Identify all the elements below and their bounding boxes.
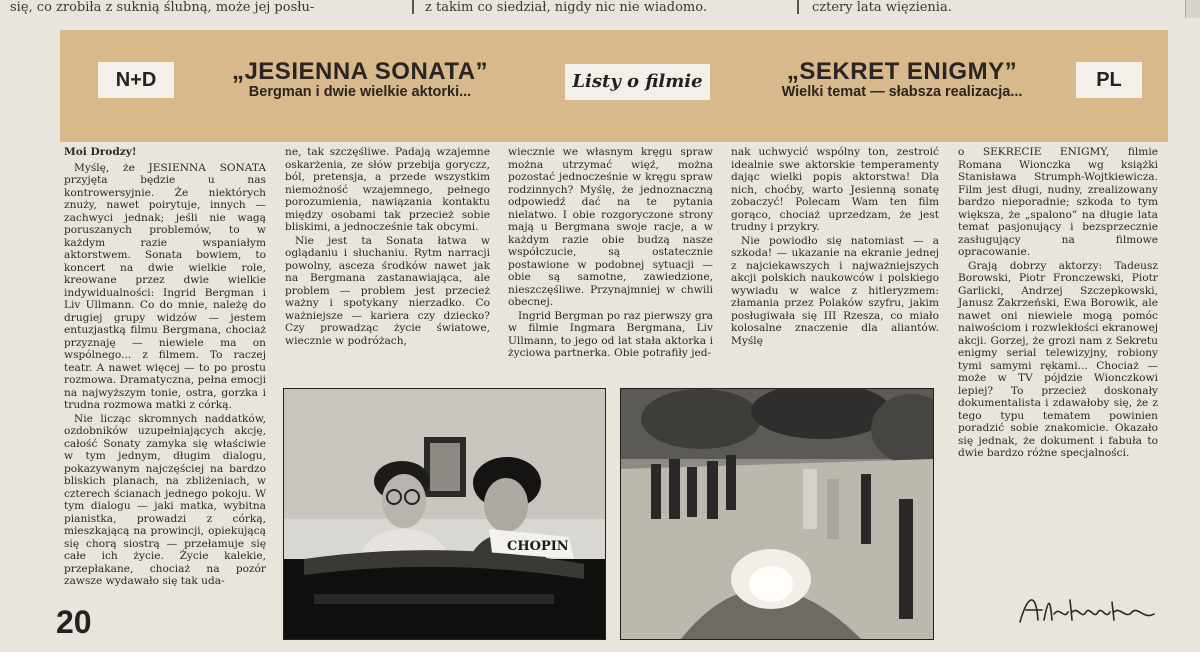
paragraph: Grają dobrzy aktorzy: Tadeusz Borowski, Piotr Fronczewski, Piotr Garlicki, Andrzej Szczepkowski, Janusz Zakrzeński, Ewa Borowik, ale nawet oni niewiele mogą pomóc naiwościom i rozwlekłości ekranowej akcji. Gorzej, że grozi nam z Sekretu enigmy serial telewizyjny, robiony tymi samymi rękami... Chociaż — może w TV pójdzie Wionczkowi lepiej? To przecież doskonały dokumentalista i zdawałoby się, że z tego typu tematem powinien poradzić sobie znakomicie. Okazało się jednak, że dokument i fabuła to dwie bardzo różne specjalności. bbox=[958, 259, 1158, 459]
paragraph: wiecznie we własnym kręgu spraw można utrzymać więź, można pozostać jednocześnie w kręgu spraw rodzinnych? Myślę, że jednoznaczną odpowiedź dać na te pytania nielatwo. I obie rozgoryczone strony mają u Bergmana swoje racje, a w każdym razie obie budzą nasze współczucie, są ostatecznie postawione w podobnej sytuacji — obie są samotne, zawiedzione, nieszczęśliwe. Przynajmniej w chwili obecnej. bbox=[508, 146, 713, 308]
greeting: Moi Drodzy! bbox=[64, 146, 137, 158]
article-column-4 bbox=[731, 146, 939, 348]
article-column-3 bbox=[508, 146, 713, 361]
top-text-left: się, co zrobiła z suknią ślubną, może jej posłu- bbox=[10, 0, 315, 15]
paragraph: o SEKRECIE ENIGMY, filmie Romana Wionczka wg książki Stanisława Strumph-Wojtkiewicza. Film jest długi, nudny, zrealizowany bardzo nieporadnie; szkoda to tym większa, że „spalono” na długie lata temat pasjonujący i bezsprzecznie zasługujący na filmowe opracowanie. bbox=[958, 146, 1158, 258]
author-signature bbox=[1014, 590, 1164, 634]
left-film-subtitle: Bergman i dwie wielkie aktorki... bbox=[248, 84, 472, 100]
top-separator-2 bbox=[797, 0, 799, 14]
article-column-1 bbox=[64, 146, 266, 589]
article-column-2 bbox=[285, 146, 490, 348]
article-column-5 bbox=[958, 146, 1158, 461]
top-separator-1 bbox=[412, 0, 414, 14]
sheet-music-label: CHOPIN bbox=[507, 539, 569, 554]
page-number: 20 bbox=[56, 604, 92, 640]
badge-nd: N+D bbox=[98, 62, 174, 98]
paragraph: nak uchwycić wspólny ton, zestroić idealnie swe aktorskie temperamenty dając wielki popis aktorstwa! Dla nich, choćby, warto Jesienną sonatę zobaczyć! Polecam Wam ten film gorąco, chociaż uprzedzam, że jest trudny i przykry. bbox=[731, 146, 939, 233]
section-label: Listy o filmie bbox=[565, 64, 710, 100]
right-film-subtitle: Wielki temat — słabsza realizacja... bbox=[781, 84, 1023, 100]
film-still-sekret-enigmy bbox=[620, 388, 934, 640]
top-text-mid: z takim co siedział, nigdy nic nie wiadomo. bbox=[425, 0, 707, 15]
badge-pl: PL bbox=[1076, 62, 1142, 98]
paragraph: Nie jest ta Sonata łatwa w oglądaniu i słuchaniu. Rytm narracji powolny, asceza środków nawet jak na Bergmana zastanawiająca, ale problem — problem jest przecież ważny i spotykany nierzadko. Co ważniejsze — kariera czy dziecko? Czy prowadząc życie światowe, wiecznie w podróżach, bbox=[285, 234, 490, 347]
paragraph: Myślę, że JESIENNA SONATA przyjęta będzie u nas kontrowersyjnie. Że niektórych znuży, nawet poirytuje, innych — zachwyci jednak; jeśli nie wagą poruszanych problemów, to w każdym razie wspaniałym aktorstwem. Sonata bowiem, to koncert na dwie wielkie role, kreowane przez dwie wielkie indywidualności: Ingrid Bergman i Liv Ullmann. Co do mnie, należę do drugiej grupy widzów — jestem entuzjastką filmu Bergmana, chociaż przyznaję — niewiele ma on wspólnego... z filmem. To raczej teatr. A nawet więcej — to po prostu rozmowa. Dramatyczna, pełna emocji na najwyższym tonie, ostra, gorzka i trudna rozmowa matki z córką. bbox=[64, 161, 266, 411]
top-text-right: cztery lata więzienia. bbox=[812, 0, 952, 15]
paragraph: Nie powiodło się natomiast — a szkoda! — ukazanie na ekranie jednej z najciekawszych i najważniejszych akcji polskich naukowców i polskiego wywiadu w walce z hitleryzmem: złamania przez Polaków szyfru, jakim posługiwała się III Rzesza, co miało kolosalne znaczenie dla aliantów. Myślę bbox=[731, 234, 939, 347]
right-film-title: „SEKRET ENIGMY” bbox=[786, 58, 1018, 85]
paragraph: Nie licząc skromnych naddatków, ozdobników uzupełniających akcję, całość Sonaty zamyka się właściwie w tym jednym, długim dialogu, pokazywanym najczęściej na bardzo bliskich planach, na zbliżeniach, w czterech ścianach jednego pokoju. W tym dialogu — jaki matka, wybitna pianistka, prowadzi z córką, mieszkającą na prowincji, opiekującą się chorą siostrą — przełamuje się całe ich życie. Życie kalekie, przepłakane, chociaż na pozór zawsze wydawało się tak uda- bbox=[64, 412, 266, 587]
film-still-jesienna-sonata bbox=[283, 388, 606, 640]
left-film-title: „JESIENNA SONATA” bbox=[231, 58, 489, 85]
paragraph: ne, tak szczęśliwe. Padają wzajemne oskarżenia, ze słów przebija goryczz, ból, pretensja, a przede wszystkim niemożność wzajemnego, pełnego porozumienia, nawiązania kontaktu między osobami tak przecież sobie bliskimi, a jednocześnie tak obcymi. bbox=[285, 146, 490, 233]
paragraph: Ingrid Bergman po raz pierwszy gra w filmie Ingmara Bergmana, Liv Ullmann, to jego od lat stała aktorka i życiowa partnerka. Obie potrafiły jed- bbox=[508, 309, 713, 359]
scrollbar[interactable] bbox=[1185, 0, 1200, 18]
